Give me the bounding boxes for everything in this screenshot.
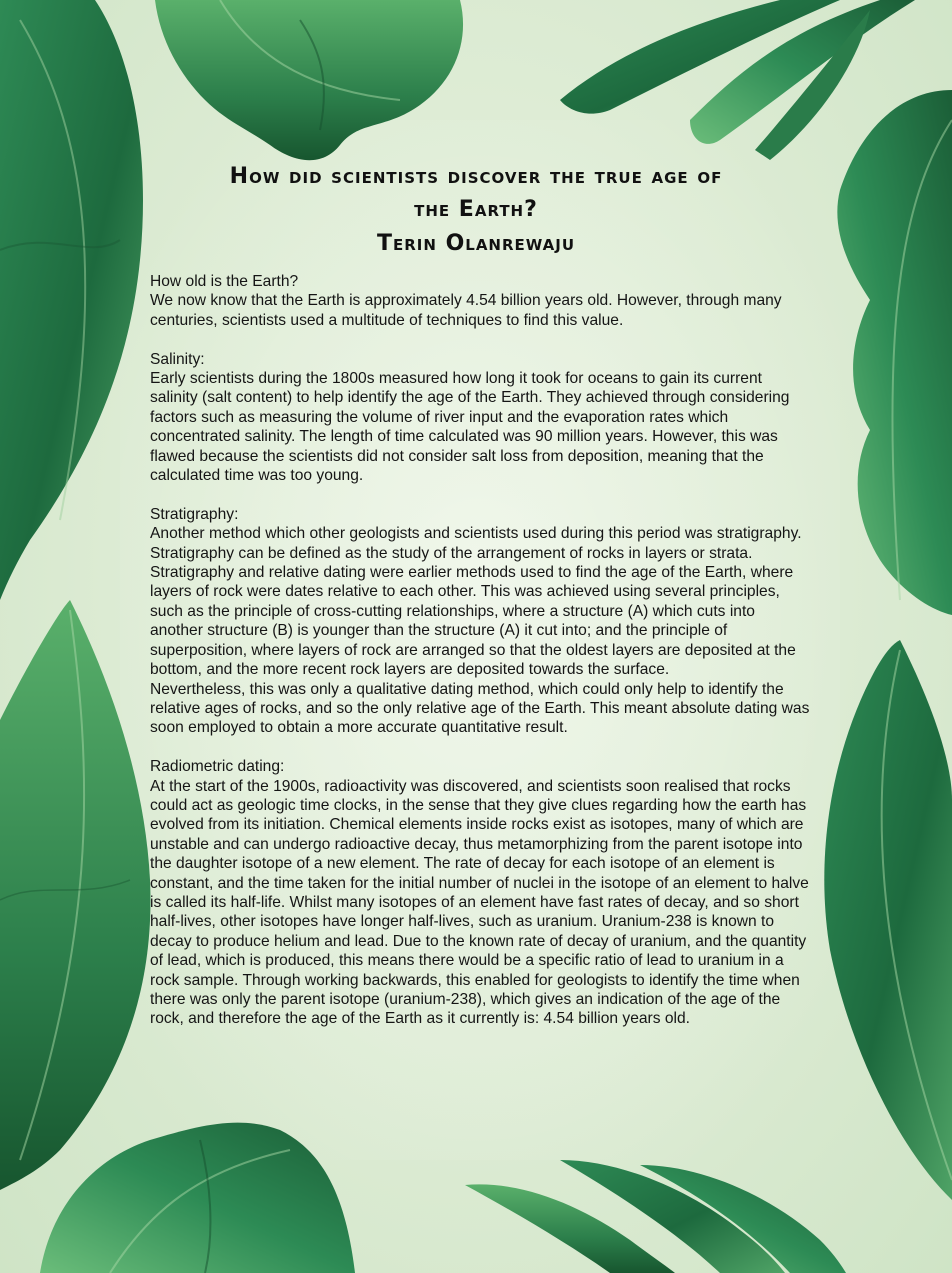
section-paragraph: Early scientists during the 1800s measured how long it took for oceans to gain its current salinity (salt content) to help identify the age of the Earth. They achieved through considering factors such as measuring the volume of river input and the evaporation rates which concentrated salinity. The length of time calculated was 90 million years. However, this was flawed because the scientists did not consider salt loss from deposition, meaning that the calculated time was too young. <box>150 370 790 485</box>
section-paragraph: Nevertheless, this was only a qualitative dating method, which could only help to identify the relative ages of rocks, and so the only relative age of the Earth. This meant absolute dating was soon employed to obtain a more accurate quantitative result. <box>150 680 810 737</box>
section-paragraph: We now know that the Earth is approximately 4.54 billion years old. However, through many centuries, scientists used a multitude of techniques to find this value. <box>150 292 782 329</box>
section-radiometric-dating <box>150 757 810 1029</box>
article-body <box>150 272 810 1048</box>
page-title-line-2: the Earth? <box>414 197 538 222</box>
section-heading: Salinity: <box>150 350 205 368</box>
section-heading: Stratigraphy: <box>150 505 239 523</box>
author-name: Terin Olanrewaju <box>376 231 576 256</box>
page-title-line-1: How did scientists discover the true age of <box>229 164 723 189</box>
section-heading: Radiometric dating: <box>150 758 285 776</box>
section-paragraph: At the start of the 1900s, radioactivity was discovered, and scientists soon realised that rocks could act as geologic time clocks, in the sense that they give clues regarding how the earth has evolved from its initiation. Chemical elements inside rocks exist as isotopes, many of which are unstable and can undergo radioactive decay, thus metamorphizing from the parent isotope into the daughter isotope of a new element. The rate of decay for each isotope of an element is constant, and the time taken for the initial number of nuclei in the isotope of an element to halve is called its half-life. Whilst many isotopes of an element have fast rates of decay, and so short half-lives, other isotopes have longer half-lives, such as uranium. Uranium-238 is known to decay to produce helium and lead. Due to the known rate of decay of uranium, and the quantity of lead, which is produced, this means there would be a specific ratio of lead to uranium in a rock sample. Through working backwards, this enabled for geologists to identify the time when there was only the parent isotope (uranium-238), which gives an indication of the age of the rock, and therefore the age of the Earth as it currently is: 4.54 billion years old. <box>150 777 809 1028</box>
section-heading: How old is the Earth? <box>150 273 299 290</box>
section-salinity <box>150 350 810 486</box>
section-stratigraphy <box>150 505 810 738</box>
section-intro <box>150 272 810 330</box>
section-paragraph: Another method which other geologists and scientists used during this period was stratigraphy. Stratigraphy can be defined as the study of the arrangement of rocks in layers or strata. Stratigraphy and relative dating were earlier methods used to find the age of the Earth, where layers of rock were dates relative to each other. This was achieved using several principles, such as the principle of cross-cutting relationships, where a structure (A) which cuts into another structure (B) is younger than the structure (A) it cut into; and the principle of superposition, where layers of rock are arranged so that the oldest layers are deposited at the bottom, and the more recent rock layers are deposited towards the surface. <box>150 525 802 679</box>
